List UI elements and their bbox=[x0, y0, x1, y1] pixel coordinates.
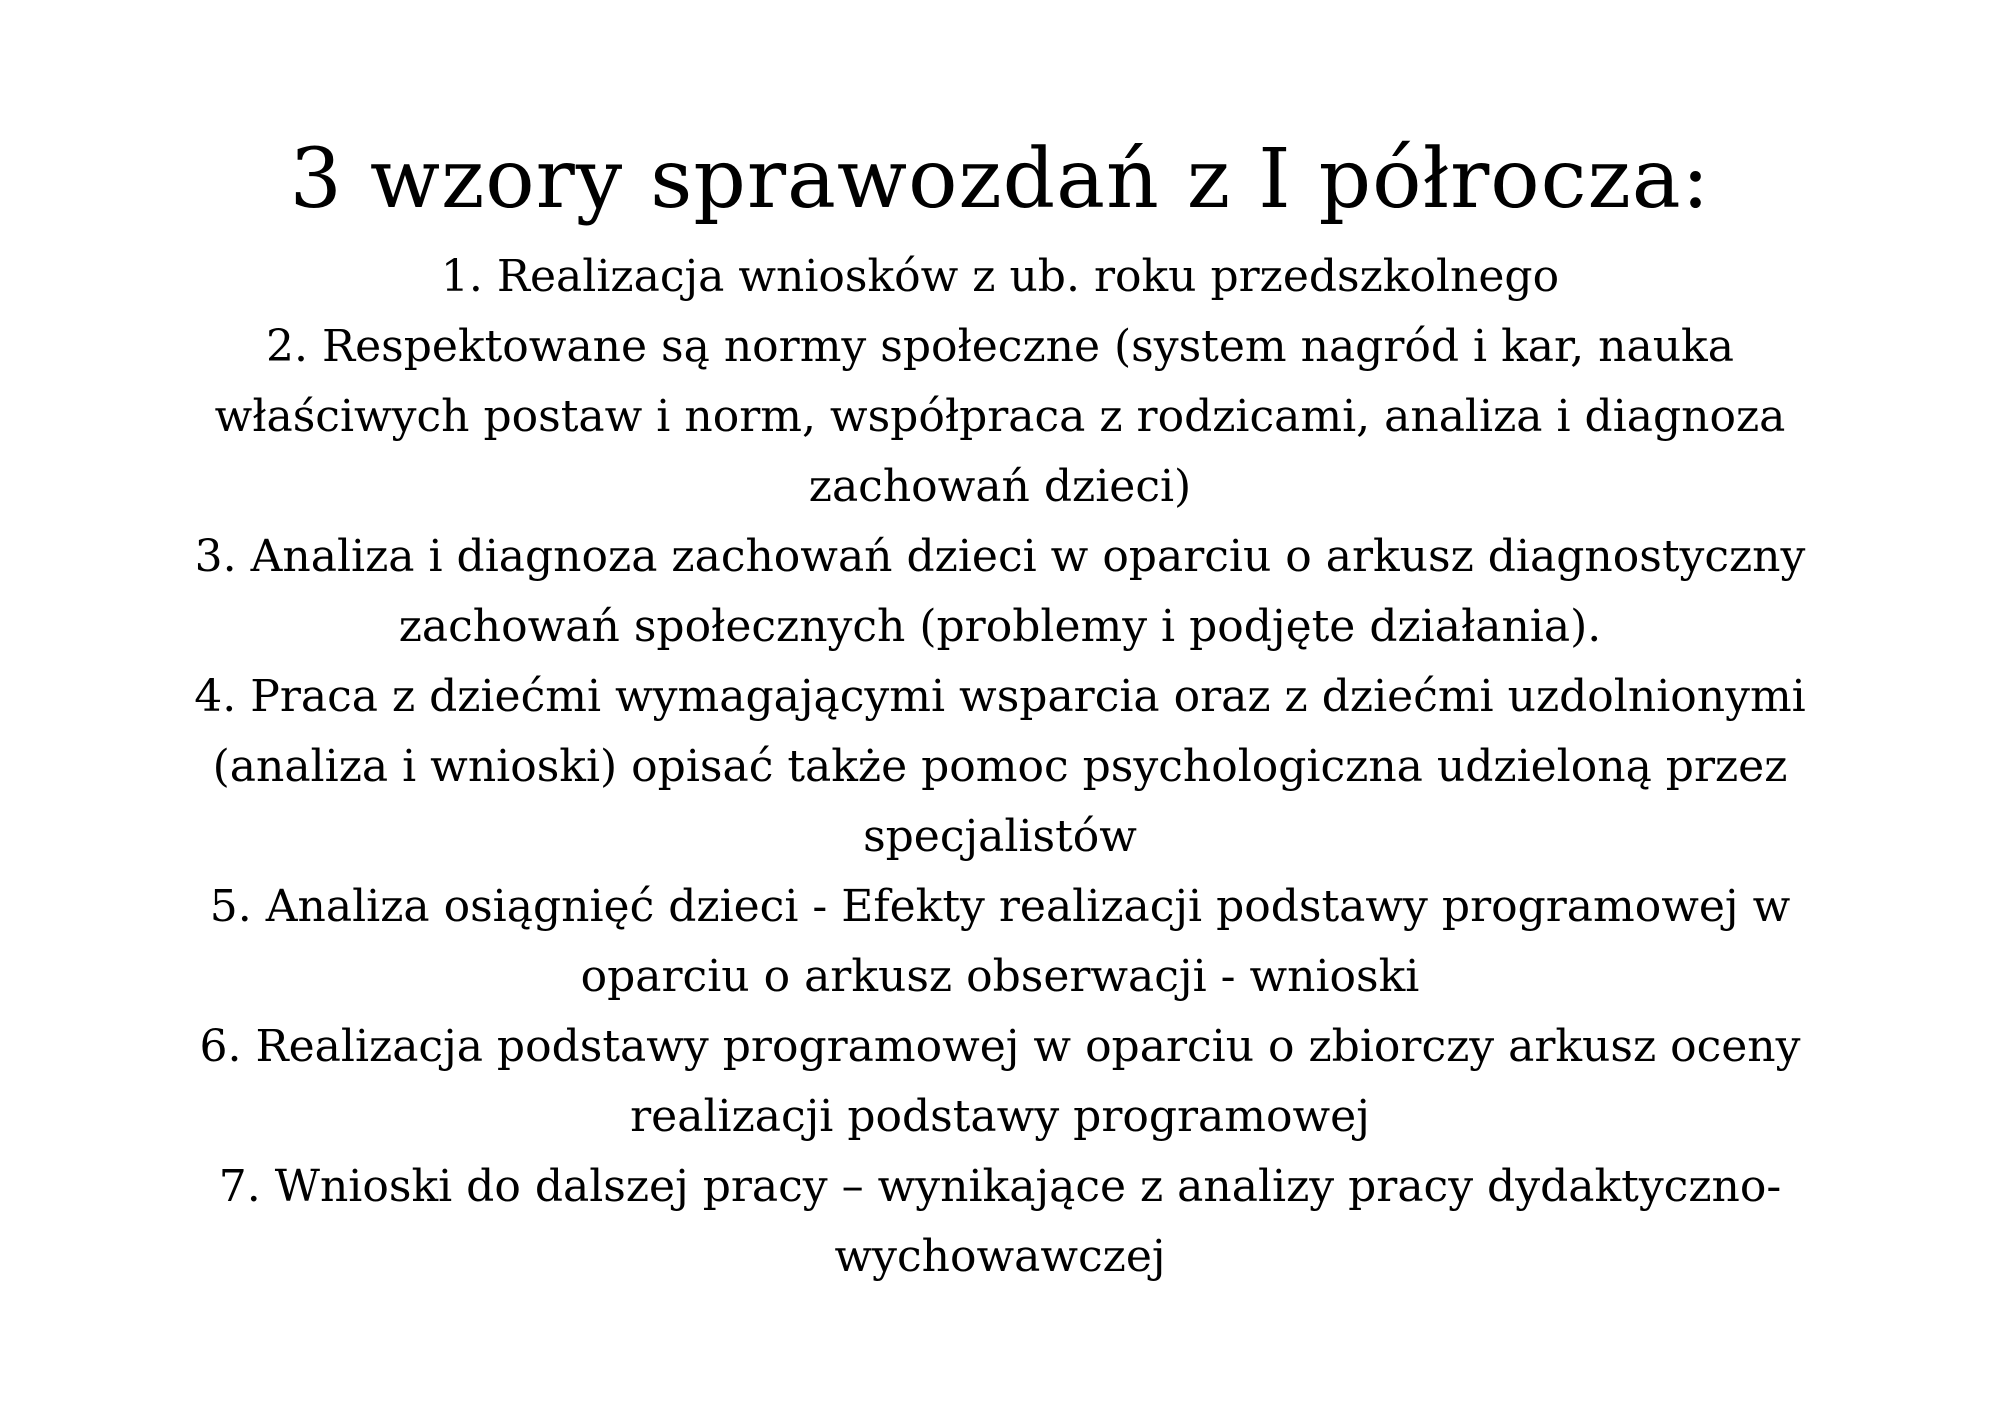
list-item-text: 2. Respektowane są normy społeczne (system nagród i kar, nauka właściwych postaw i norm, współpraca z rodzicami, analiza i diagnoza zachowań dzieci) bbox=[214, 321, 1786, 512]
list-item-2 bbox=[100, 312, 1900, 522]
list-item-text: 6. Realizacja podstawy programowej w oparciu o zbiorczy arkusz oceny realizacji podstawy programowej bbox=[199, 1021, 1801, 1142]
list-item-7 bbox=[100, 1152, 1900, 1292]
list-item-4 bbox=[100, 662, 1900, 872]
list-item-text: 7. Wnioski do dalszej pracy – wynikające z analizy pracy dydaktyczno- wychowawczej bbox=[218, 1161, 1782, 1282]
list-item-3 bbox=[100, 522, 1900, 662]
list-item-text: 1. Realizacja wniosków z ub. roku przedszkolnego bbox=[440, 251, 1560, 302]
list-item-text: 4. Praca z dziećmi wymagającymi wsparcia oraz z dziećmi uzdolnionymi (analiza i wnioski) opisać także pomoc psychologiczna udzieloną przez specjalistów bbox=[194, 671, 1806, 862]
list-item-text: 3. Analiza i diagnoza zachowań dzieci w oparciu o arkusz diagnostyczny zachowań społecznych (problemy i podjęte działania). bbox=[194, 531, 1806, 652]
list-item-6 bbox=[100, 1012, 1900, 1152]
list-item-1 bbox=[100, 242, 1900, 312]
document-title: 3 wzory sprawozdań z I półrocza: bbox=[289, 132, 1711, 227]
list-item-text: 5. Analiza osiągnięć dzieci - Efekty realizacji podstawy programowej w oparciu o arkusz obserwacji - wnioski bbox=[209, 881, 1791, 1002]
list-item-5 bbox=[100, 872, 1900, 1012]
report-items-list bbox=[100, 242, 1900, 1292]
